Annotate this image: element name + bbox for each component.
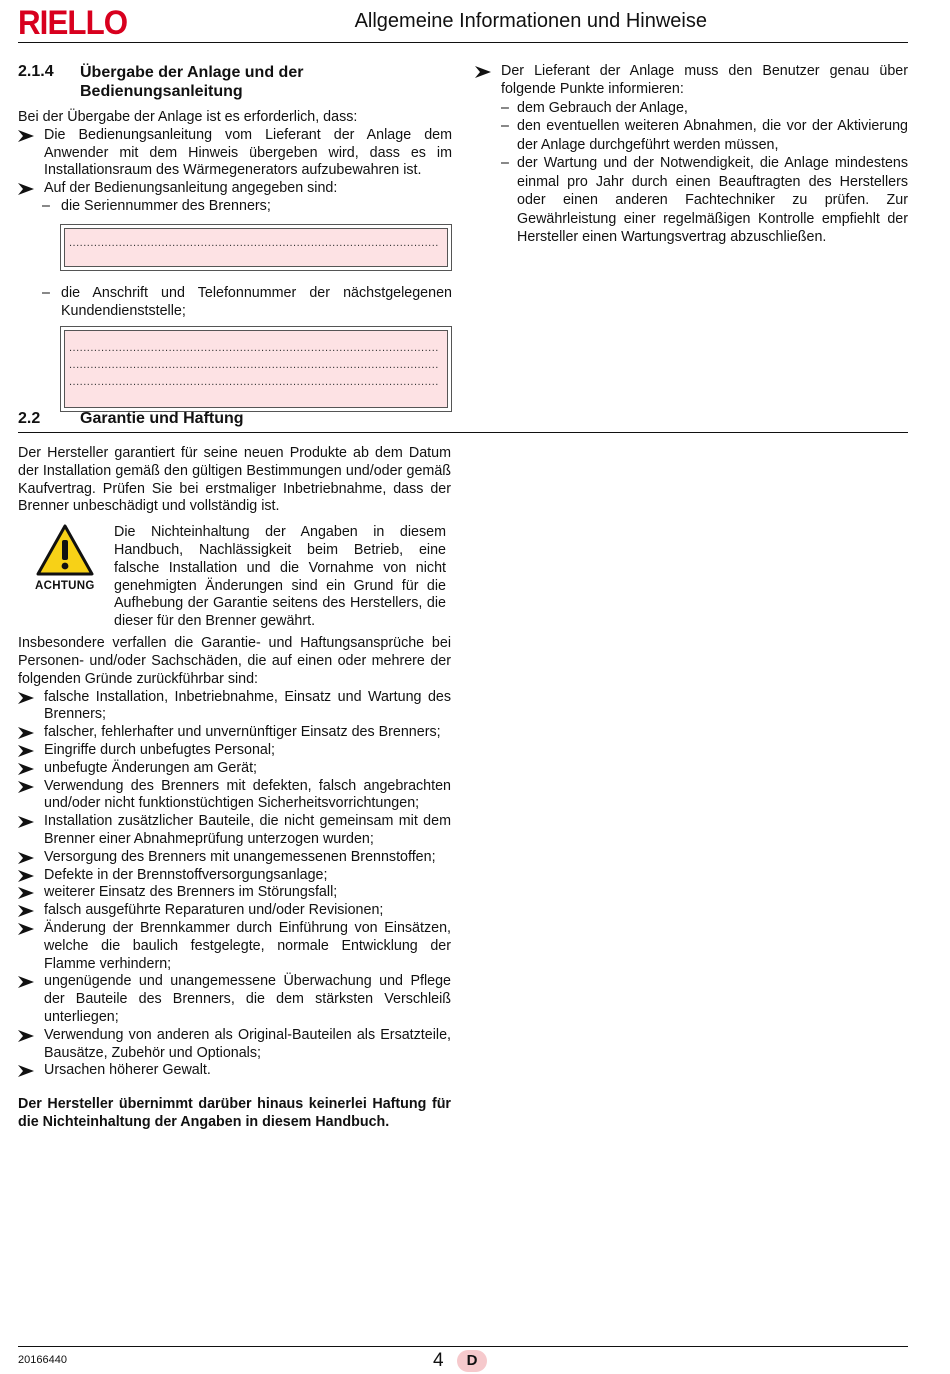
arrow-bullet-icon [18,905,34,917]
arrow-bullet-icon [18,887,34,899]
riello-logo: RIELLO [18,4,128,42]
list-item: Defekte in der Brennstoffversorgungsanlage; [18,867,451,885]
dash-item: – die Seriennummer des Brenners; [42,197,271,214]
list-item: Auf der Bedienungsanleitung angegeben sind: [18,180,452,198]
section-divider [18,432,908,433]
dash-item: – dem Gebrauch der Anlage, [501,99,688,116]
arrow-bullet-icon [18,1030,34,1042]
warning-label: ACHTUNG [35,580,95,593]
dash-item: – den eventuellen weiteren Abnahmen, die vor der Aktivierung der Anlage durchgeführt werden müssen, [501,118,908,153]
arrow-bullet-icon [18,1065,34,1077]
list-item: falscher, fehlerhafter und unvernünftiger Einsatz des Brenners; [18,724,451,742]
list-item: unbefugte Änderungen am Gerät; [18,760,451,778]
intro-text: Der Hersteller garantiert für seine neuen Produkte ab dem Datum der Installation gemäß den gültigen Bestimmungen und/oder gemäß Kaufvertrag. Prüfen Sie bei erstmaliger Inbetriebnahme, dass der Brenner unbeschädigt und vollständig ist. [18,445,451,515]
page-number: 4 [433,1350,444,1371]
arrow-bullet-icon [18,816,34,828]
arrow-bullet-icon [18,692,34,704]
causes-list [18,689,451,1081]
section-number: 2.2 [18,410,41,427]
intro-text: Bei der Übergabe der Anlage ist es erforderlich, dass: [18,109,358,125]
list-item: Versorgung des Brenners mit unangemessenen Brennstoffen; [18,849,451,867]
list-item: Die Bedienungsanleitung vom Lieferant der Anlage dem Anwender mit dem Hinweis übergeben wird, dass es im Installationsraum des Wärmegenerators aufzubewahren ist. [18,127,452,180]
serial-number-dots: ........................................................................................................ [64,228,448,267]
footer-divider [18,1346,908,1347]
language-badge: D [457,1350,487,1372]
header-divider [18,42,908,43]
section-2-2 [18,445,451,1132]
arrow-bullet-icon [475,66,491,78]
section-title-line2: Bedienungsanleitung [80,83,243,100]
arrow-bullet-icon [18,852,34,864]
warning-triangle-icon [36,524,94,576]
section-number: 2.1.4 [18,63,54,80]
list-item: Der Lieferant der Anlage muss den Benutzer genau über folgende Punkte informieren: [475,63,908,99]
dash-item: – die Anschrift und Telefonnummer der nächstgelegenen Kundendienststelle; [42,284,452,319]
list-item: Ursachen höherer Gewalt. [18,1062,451,1080]
list-item: ungenügende und unangemessene Überwachung und Pflege der Bauteile des Brenners, die dem stärksten Verschleiß unterliegen; [18,973,451,1026]
list-item: weiterer Einsatz des Brenners im Störungsfall; [18,884,451,902]
arrow-bullet-icon [18,727,34,739]
section-2-1-4-right [475,63,908,247]
arrow-bullet-icon [18,130,34,142]
list-item: Änderung der Brennkammer durch Einführung von Einsätzen, welche die baulich festgelegte, normale Entwicklung der Flamme verhindern; [18,920,451,973]
arrow-bullet-icon [18,781,34,793]
service-address-field[interactable] [60,326,452,412]
list-item: Verwendung von anderen als Original-Bauteilen als Ersatzteile, Bausätze, Zubehör und Optionals; [18,1027,451,1063]
arrow-bullet-icon [18,183,34,195]
arrow-bullet-icon [18,976,34,988]
warning-block [18,524,451,630]
section-title-line1: Übergabe der Anlage und der [80,64,304,81]
list-item: Installation zusätzlicher Bauteile, die nicht gemeinsam mit dem Brenner einer Abnahmeprüfung unterzogen wurden; [18,813,451,849]
section-2-1-4 [18,63,452,412]
section-heading [18,63,452,103]
page-header-title: Allgemeine Informationen und Hinweise [354,10,707,32]
service-address-dots: ........................................................................................................ ........................................................................................................ ........................................................................................................ [64,330,448,408]
closing-statement: Der Hersteller übernimmt darüber hinaus keinerlei Haftung für die Nichteinhaltung der Angaben in diesem Handbuch. [18,1096,451,1130]
list-item: falsch ausgeführte Reparaturen und/oder Revisionen; [18,902,451,920]
dash-item: – der Wartung und der Notwendigkeit, die Anlage mindestens einmal pro Jahr durch einen Beauftragten des Herstellers oder einen anderen Fachtechniker zu prüfen. Zur Gewährleistung einer regelmäßigen Kontrolle empfiehlt der Hersteller einen Wartungsvertrag abzuschließen. [501,155,908,246]
list-item: falsche Installation, Inbetriebnahme, Einsatz und Wartung des Brenners; [18,689,451,725]
list-item: Verwendung des Brenners mit defekten, falsch angebrachten und/oder nicht funktionstüchtigen Sicherheitsvorrichtungen; [18,778,451,814]
arrow-bullet-icon [18,870,34,882]
arrow-bullet-icon [18,763,34,775]
lead-text: Insbesondere verfallen die Garantie- und Haftungsansprüche bei Personen- und/oder Sachschäden, die auf einen oder mehrere der folgenden Gründe zurückführbar sind: [18,635,451,687]
section-title: Garantie und Haftung [80,410,244,427]
document-number: 20166440 [18,1354,67,1366]
list-item: Eingriffe durch unbefugtes Personal; [18,742,451,760]
warning-text: Die Nichteinhaltung der Angaben in diesem Handbuch, Nachlässigkeit beim Betrieb, eine falsche Installation und die Vornahme von nicht genehmigten Änderungen sind ein Grund für die Aufhebung der Garantie seitens des Herstellers, die dieser für den Brenner gewährt. [114,524,446,630]
serial-number-field[interactable] [60,224,452,271]
arrow-bullet-icon [18,745,34,757]
arrow-bullet-icon [18,923,34,935]
